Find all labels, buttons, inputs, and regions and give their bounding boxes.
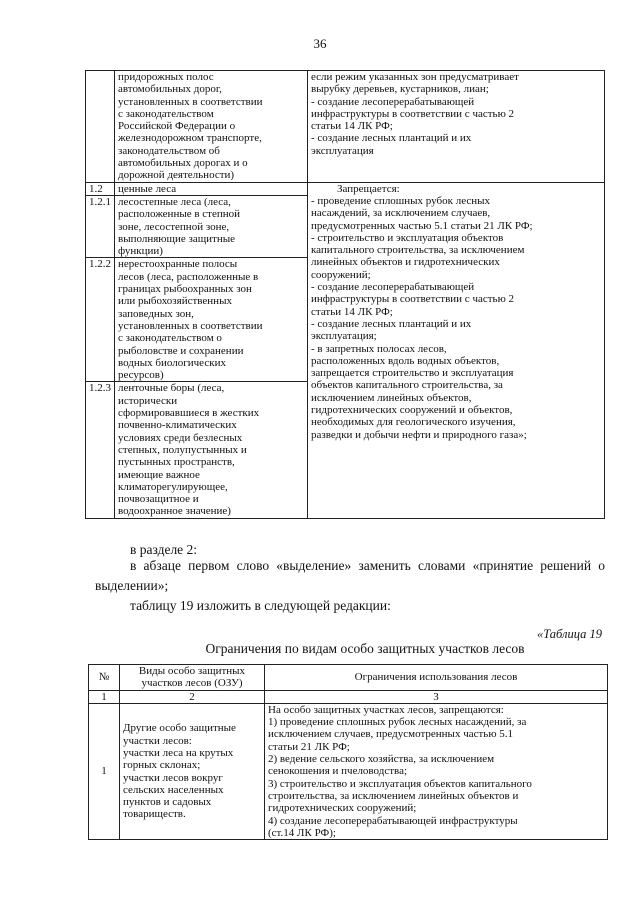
text-line: лесостепные леса (леса, [118, 195, 231, 208]
text-line: установленных в соответствии [118, 319, 263, 332]
text-line: пунктов и садовых [123, 796, 212, 809]
text-line: ленточные боры (леса, [118, 382, 225, 395]
table-19 [88, 664, 608, 840]
text-line: - создание лесоперерабатывающей [311, 281, 475, 294]
text-line: расположенных вдоль водных объектов, [311, 354, 500, 367]
text-line: сооружений; [311, 268, 371, 281]
text-line: 1) проведение сплошных рубок лесных насаждений, за [268, 716, 527, 729]
text-line: выполняющие защитные [118, 232, 236, 245]
text-line: предусмотренных частью 5.1 статьи 21 ЛК РФ; [311, 219, 533, 232]
restrictions-table-continued [85, 70, 605, 519]
text-line: придорожных полос [118, 71, 214, 83]
protected-area-kind-cell [120, 703, 265, 839]
restriction-cell [308, 182, 605, 518]
table-header-row [89, 665, 608, 691]
index-cell: 3 [265, 690, 608, 703]
text-line: запрещается строительство и эксплуатация [311, 367, 514, 380]
text-line: необходимых для геологического изучения, [311, 416, 516, 429]
text-line: капитального строительства, за исключением [311, 244, 525, 257]
text-line: нерестоохранные полосы [118, 258, 238, 271]
text-line: Другие особо защитные [123, 722, 236, 735]
text-line: если режим указанных зон предусматривает [311, 71, 519, 83]
table-row [86, 71, 605, 183]
text-line: участки лесов вокруг [123, 771, 223, 784]
text-line: рыболовстве и сохранении [118, 344, 244, 357]
forest-category-cell [115, 195, 308, 257]
text-line: гидротехнических сооружений; [268, 802, 417, 815]
text-line: сформировавшиеся в жестких [118, 407, 260, 420]
text-line: расположенные в степной [118, 208, 241, 221]
forest-category-cell [115, 182, 308, 195]
restriction-cell [308, 71, 605, 183]
text-line: - в запретных полосах лесов, [311, 342, 447, 355]
row-number [86, 71, 115, 183]
row-number: 1.2.3 [86, 382, 115, 518]
text-line: установленных в соответствии [118, 95, 263, 108]
text-line: - проведение сплошных рубок лесных [311, 194, 491, 207]
paragraph-table-19: таблицу 19 изложить в следующей редакции: [130, 598, 391, 613]
text-line: статьи 21 ЛК РФ; [268, 740, 350, 753]
text-line: вырубку деревьев, кустарников, лиан; [311, 83, 489, 96]
text-line: климаторегулирующее, [118, 480, 228, 493]
text-line: законодательством об [118, 144, 220, 157]
text-line: ресурсов) [118, 369, 164, 382]
text-line: почвенно-климатических [118, 419, 237, 432]
text-line: лесов (леса, расположенные в [118, 270, 259, 283]
text-line: - создание лесоперерабатывающей [311, 95, 475, 108]
text-line: условиях среди безлесных [118, 431, 243, 444]
text-line: 4) создание лесоперерабатывающей инфраструктуры [268, 814, 518, 827]
text-line: автомобильных дорогах и о [118, 157, 248, 170]
text-line: горных склонах; [123, 759, 201, 772]
row-number: 1.2 [86, 182, 115, 195]
text-line: - строительство и эксплуатация объектов [311, 231, 504, 244]
text-line: ценные леса [118, 182, 177, 195]
text-line: участки леса на крутых [123, 746, 234, 759]
text-line: водных биологических [118, 356, 226, 369]
restriction-cell [265, 703, 608, 839]
paragraph-section-2: в разделе 2: [130, 542, 198, 557]
text-line: водоохранное значение) [118, 505, 231, 518]
text-line: эксплуатация; [311, 330, 377, 343]
text-line: инфраструктуры в соответствии с частью 2 [311, 293, 515, 306]
table-title: Ограничения по видам особо защитных участков лесов [205, 641, 525, 656]
text-line: 3) строительство и эксплуатация объектов капитального [268, 777, 532, 790]
text-line: объектов капитального строительства, за [311, 379, 503, 392]
text-line: Российской Федерации о [118, 120, 236, 133]
text-line: пустынных пространств, [118, 456, 235, 469]
header-number: № [89, 665, 120, 691]
text-line: функции) [118, 245, 163, 258]
table-row [86, 182, 605, 195]
forest-category-cell [115, 71, 308, 183]
header-restriction: Ограничения использования лесов [265, 665, 608, 691]
text-line: зоне, лесостепной зоне, [118, 220, 230, 233]
text-line: почвозащитное и [118, 493, 199, 506]
text-line: - создание лесных плантаций и их [311, 317, 472, 330]
page-number: 36 [313, 36, 327, 51]
index-cell: 2 [120, 690, 265, 703]
text-line: имеющие важное [118, 468, 200, 481]
text-line: насаждений, за исключением случаев, [311, 207, 491, 220]
text-line: исторически [118, 394, 178, 407]
table-row [89, 703, 608, 839]
text-line: заповедных зон, [118, 307, 194, 320]
text-line: Запрещается: [337, 182, 400, 195]
text-line: границах рыбоохранных зон [118, 283, 252, 296]
index-cell: 1 [89, 690, 120, 703]
paragraph-amendment: в абзаце первом слово «выделение» заменить словами «принятие решений о выделении»; [95, 558, 605, 593]
text-line: гидротехнических сооружений и объектов, [311, 404, 513, 417]
text-line: исключением случаев, предусмотренных частью 5.1 [268, 728, 514, 741]
text-line: участки лесов: [123, 734, 192, 747]
text-line: степных, полупустынных и [118, 443, 247, 456]
forest-category-cell [115, 382, 308, 518]
text-line: железнодорожном транспорте, [118, 132, 262, 145]
text-line: На особо защитных участках лесов, запрещаются: [268, 703, 504, 716]
table-index-row [89, 690, 608, 703]
text-line: сельских населенных [123, 783, 224, 796]
text-line: строительства, за исключением линейных объектов и [268, 789, 519, 802]
text-line: (ст.14 ЛК РФ); [268, 826, 336, 839]
forest-category-cell [115, 258, 308, 382]
text-line: автомобильных дорог, [118, 83, 222, 96]
text-line: с законодательством [118, 107, 214, 120]
text-line: разведки и добычи нефти и природного газа»; [311, 428, 527, 441]
text-line: или рыбохозяйственных [118, 295, 232, 308]
text-line: инфраструктуры в соответствии с частью 2 [311, 107, 515, 120]
table-caption: «Таблица 19 [537, 627, 602, 641]
row-number: 1 [89, 703, 120, 839]
text-line: линейных объектов и гидротехнических [311, 256, 500, 269]
text-line: дорожной деятельности) [118, 169, 235, 182]
text-line: статьи 14 ЛК РФ; [311, 305, 393, 318]
row-number: 1.2.1 [86, 195, 115, 257]
row-number: 1.2.2 [86, 258, 115, 382]
text-line: сенокошения и пчеловодства; [268, 765, 408, 778]
header-kind: Виды особо защитных участков лесов (ОЗУ) [120, 665, 265, 691]
text-line: статьи 14 ЛК РФ; [311, 120, 393, 133]
text-line: эксплуатация [311, 144, 374, 157]
text-line: 2) ведение сельского хозяйства, за исключением [268, 753, 495, 766]
text-line: товариществ. [123, 808, 186, 821]
text-line: с законодательством о [118, 332, 222, 345]
text-line: - создание лесных плантаций и их [311, 132, 472, 145]
text-line: исключением линейных объектов, [311, 391, 472, 404]
